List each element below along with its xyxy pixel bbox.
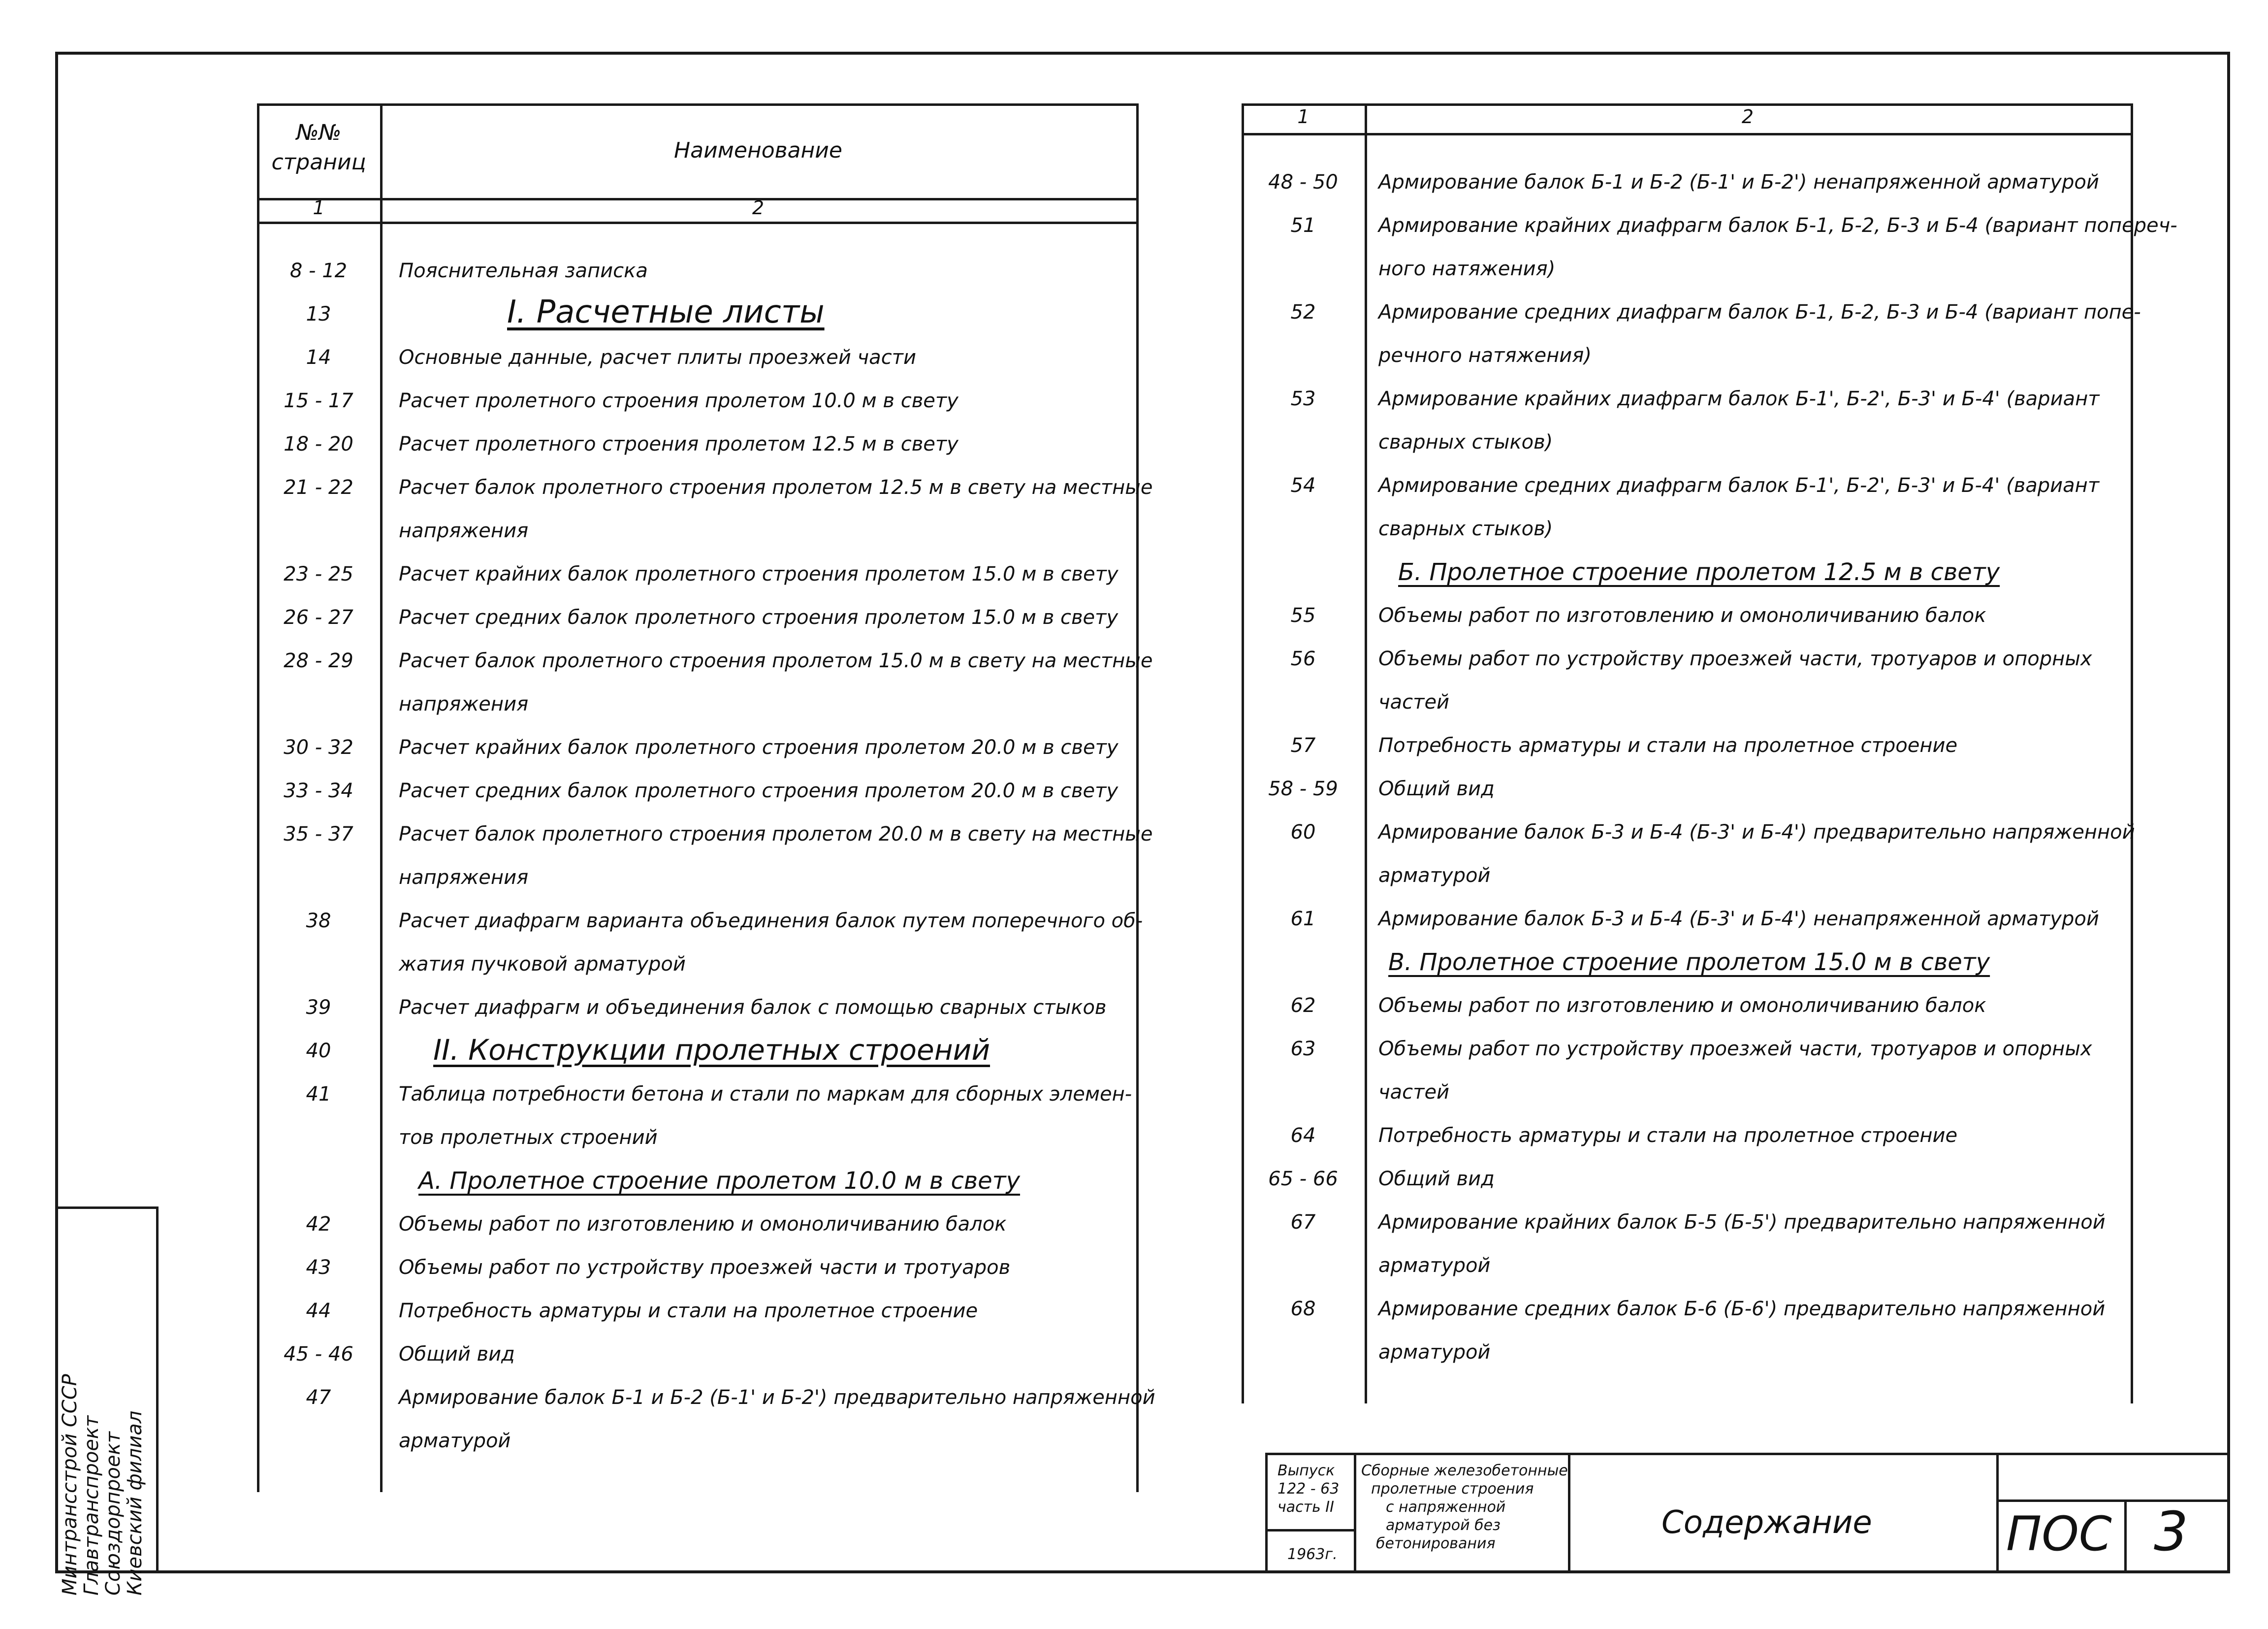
entry-title: Расчет пролетного строения пролетом 10.0 м в свету (399, 390, 958, 412)
page-number: 45 - 46 (284, 1343, 353, 1366)
page-number: 14 (306, 346, 331, 369)
right-table-column-divider (1365, 103, 1367, 1403)
left-table-column-divider (380, 103, 383, 1492)
side-stamp (59, 1339, 146, 1596)
side-stamp-line: Киевский филиал (124, 1410, 146, 1596)
page-number: 56 (1290, 648, 1316, 670)
entry-title: Объемы работ по изготовлению и омоноличиванию балок (1378, 994, 1986, 1017)
section-heading: II. Конструкции пролетных строений (433, 1033, 990, 1067)
entry-title: частей (1378, 691, 1450, 714)
right-header-num1: 1 (1297, 106, 1310, 128)
entry-title: Объемы работ по изготовлению и омоноличиванию балок (399, 1213, 1007, 1236)
entry-title: арматурой (1378, 864, 1491, 887)
page-number: 67 (1290, 1211, 1316, 1234)
issue-line: 122 - 63 (1278, 1480, 1340, 1498)
entry-title: Расчет средних балок пролетного строения пролетом 20.0 м в свету (399, 780, 1118, 802)
entry-title: арматурой (1378, 1254, 1491, 1277)
page-number: 68 (1290, 1298, 1316, 1320)
page-number: 58 - 59 (1268, 778, 1338, 800)
entry-title: Армирование средних балок Б-6 (Б-6') предварительно напряженной (1378, 1298, 2106, 1320)
page-number: 65 - 66 (1268, 1168, 1338, 1190)
page-number: 53 (1290, 388, 1316, 410)
left-table-right-border (1136, 103, 1139, 1492)
subsection-heading: Б. Пролетное строение пролетом 12.5 м в свету (1398, 558, 2000, 586)
page-number: 13 (306, 303, 331, 326)
description-line: бетонирования (1376, 1535, 1496, 1552)
entry-title: сварных стыков) (1378, 518, 1553, 540)
entry-title: Потребность арматуры и стали на пролетное строение (399, 1300, 978, 1322)
page-number: 21 - 22 (284, 476, 353, 499)
subsection-heading: В. Пролетное строение пролетом 15.0 м в свету (1388, 948, 1990, 976)
left-table-top-border (257, 103, 1138, 106)
page-number: 55 (1290, 604, 1316, 627)
page-number: 61 (1290, 908, 1316, 930)
entry-title: Расчет крайних балок пролетного строения пролетом 15.0 м в свету (399, 563, 1118, 586)
title-block (1265, 1453, 2230, 1573)
page-number: 15 - 17 (284, 390, 353, 412)
section-heading: I. Расчетные листы (507, 294, 825, 330)
entry-title: арматурой (1378, 1341, 1491, 1364)
entry-title: Расчет средних балок пролетного строения пролетом 15.0 м в свету (399, 606, 1118, 629)
entry-title: Расчет пролетного строения пролетом 12.5 м в свету (399, 433, 958, 456)
page-number: 42 (306, 1213, 331, 1236)
side-stamp-line: Главтранспроект (80, 1415, 103, 1596)
issue-line: часть II (1278, 1499, 1334, 1516)
entry-title: Общий вид (1378, 1168, 1495, 1190)
entry-title: Объемы работ по изготовлению и омоноличиванию балок (1378, 604, 1986, 627)
entry-title: Расчет балок пролетного строения пролетом 15.0 м в свету на местные (399, 650, 1153, 672)
title-block-divider (1268, 1529, 1354, 1531)
page-number: 47 (306, 1386, 331, 1409)
entry-title: ного натяжения) (1378, 258, 1556, 280)
entry-title: Армирование средних диафрагм балок Б-1', Б-2', Б-3' и Б-4' (вариант (1378, 474, 2100, 497)
entry-title: Армирование средних диафрагм балок Б-1, Б-2, Б-3 и Б-4 (вариант попе- (1378, 301, 2141, 324)
entry-title: Армирование балок Б-3 и Б-4 (Б-3' и Б-4') ненапряженной арматурой (1378, 908, 2099, 930)
entry-title: Армирование крайних диафрагм балок Б-1, Б-2, Б-3 и Б-4 (вариант попереч- (1378, 214, 2177, 237)
entry-title: Армирование балок Б-1 и Б-2 (Б-1' и Б-2') предварительно напряженной (399, 1386, 1155, 1409)
page-number: 33 - 34 (284, 780, 353, 802)
page-number: 39 (306, 996, 331, 1019)
page-number: 54 (1290, 474, 1316, 497)
title-block-code: ПОС (2006, 1506, 2112, 1562)
page-number: 8 - 12 (289, 260, 348, 282)
entry-title: Армирование балок Б-3 и Б-4 (Б-3' и Б-4') предварительно напряженной (1378, 821, 2135, 844)
left-header-num2: 2 (752, 197, 765, 219)
entry-title: Армирование крайних балок Б-5 (Б-5') предварительно напряженной (1378, 1211, 2106, 1234)
entry-title: Расчет балок пролетного строения пролетом 12.5 м в свету на местные (399, 476, 1153, 499)
entry-title: арматурой (399, 1430, 511, 1452)
entry-title: Расчет диафрагм и объединения балок с помощью сварных стыков (399, 996, 1107, 1019)
left-header-pages: №№ страниц (271, 120, 366, 175)
page-number: 30 - 32 (284, 736, 353, 759)
left-header-name: Наименование (674, 138, 842, 163)
subsection-heading: А. Пролетное строение пролетом 10.0 м в свету (418, 1167, 1021, 1195)
title-block-sheet: 3 (2154, 1500, 2188, 1563)
page-number: 38 (306, 910, 331, 932)
entry-title: жатия пучковой арматурой (399, 953, 686, 976)
page-number: 23 - 25 (284, 563, 353, 586)
page-number: 52 (1290, 301, 1316, 324)
side-stamp-line: Минтрансстрой СССР (59, 1374, 81, 1596)
page-number: 35 - 37 (284, 823, 353, 846)
entry-title: Объемы работ по устройству проезжей части и тротуаров (399, 1256, 1011, 1279)
page-number: 57 (1290, 734, 1316, 757)
description-line: арматурой без (1386, 1517, 1501, 1534)
entry-title: напряжения (399, 693, 529, 716)
entry-title: речного натяжения) (1378, 344, 1592, 367)
left-table-number-border (257, 222, 1138, 224)
issue-year: 1963г. (1287, 1546, 1338, 1563)
entry-title: Объемы работ по устройству проезжей части, тротуаров и опорных (1378, 1038, 2092, 1060)
entry-title: частей (1378, 1081, 1450, 1104)
page-number: 63 (1290, 1038, 1316, 1060)
page-number: 40 (306, 1040, 331, 1062)
page-number: 62 (1290, 994, 1316, 1017)
entry-title: Расчет балок пролетного строения пролетом 20.0 м в свету на местные (399, 823, 1153, 846)
entry-title: тов пролетных строений (399, 1126, 658, 1149)
page-number: 43 (306, 1256, 331, 1279)
left-header-num1: 1 (313, 197, 325, 219)
entry-title: напряжения (399, 520, 529, 542)
description-line: Сборные железобетонные (1361, 1462, 1568, 1479)
entry-title: Общий вид (1378, 778, 1495, 800)
right-header-num2: 2 (1741, 106, 1754, 128)
side-stamp-line: Союздорпроект (102, 1432, 125, 1596)
title-block-divider (1354, 1455, 1356, 1573)
entry-title: Пояснительная записка (399, 260, 648, 282)
title-block-divider (1996, 1499, 2230, 1502)
entry-title: Объемы работ по устройству проезжей части, тротуаров и опорных (1378, 648, 2092, 670)
title-block-divider (1996, 1455, 1999, 1573)
entry-title: Расчет крайних балок пролетного строения пролетом 20.0 м в свету (399, 736, 1118, 759)
page-number: 48 - 50 (1268, 171, 1338, 194)
entry-title: Основные данные, расчет плиты проезжей части (399, 346, 916, 369)
entry-title: Таблица потребности бетона и стали по маркам для сборных элемен- (399, 1083, 1132, 1106)
entry-title: Общий вид (399, 1343, 515, 1366)
right-table-number-border (1242, 133, 2133, 135)
entry-title: Потребность арматуры и стали на пролетное строение (1378, 1124, 1958, 1147)
entry-title: Армирование балок Б-1 и Б-2 (Б-1' и Б-2') ненапряженной арматурой (1378, 171, 2099, 194)
title-block-divider (2124, 1499, 2127, 1573)
entry-title: Потребность арматуры и стали на пролетное строение (1378, 734, 1958, 757)
page-number: 41 (306, 1083, 331, 1106)
title-block-title: Содержание (1661, 1504, 1872, 1541)
page-number: 44 (306, 1300, 331, 1322)
description-line: пролетные строения (1371, 1480, 1534, 1498)
entry-title: напряжения (399, 866, 529, 889)
page-number: 26 - 27 (284, 606, 353, 629)
issue-line: Выпуск (1278, 1462, 1335, 1479)
page-number: 18 - 20 (284, 433, 353, 456)
entry-title: Армирование крайних диафрагм балок Б-1', Б-2', Б-3' и Б-4' (вариант (1378, 388, 2100, 410)
page-number: 64 (1290, 1124, 1316, 1147)
entry-title: сварных стыков) (1378, 431, 1553, 454)
page-number: 60 (1290, 821, 1316, 844)
page-number: 51 (1290, 214, 1316, 237)
page-number: 28 - 29 (284, 650, 353, 672)
entry-title: Расчет диафрагм варианта объединения балок путем поперечного об- (399, 910, 1143, 932)
description-line: с напряженной (1386, 1499, 1506, 1516)
title-block-divider (1568, 1455, 1570, 1573)
